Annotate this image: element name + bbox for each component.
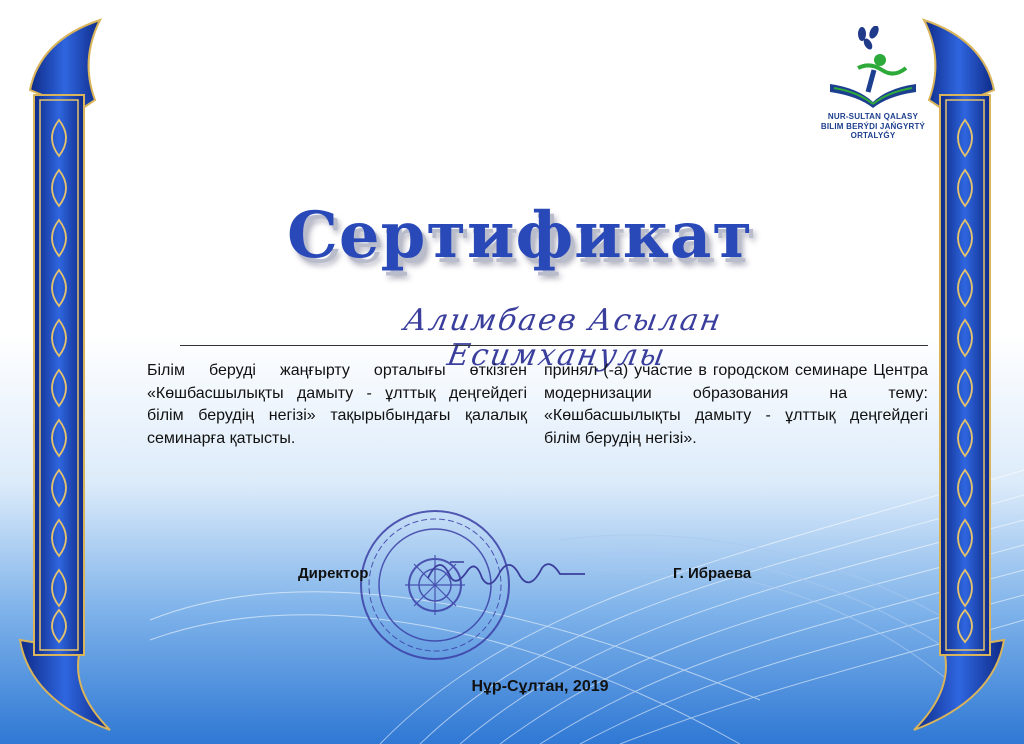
logo-text-line2: BILIM BERÝDI JAŃGYRTÝ ORTALYǴY (820, 122, 926, 140)
recipient-name-handwritten: Алимбаев Асылан Есимханулы (401, 303, 725, 373)
organization-logo (808, 26, 938, 140)
director-name: Г. Ибраева (673, 565, 752, 582)
director-signature (420, 548, 590, 598)
certificate-title: Сертификат (286, 198, 754, 273)
place-and-date: Нұр-Сұлтан, 2019 (471, 678, 609, 695)
logo-text-line1: NUR-SULTAN QALASY (827, 112, 919, 121)
body-text-kazakh: Білім беруді жаңғырту орталығы өткізген «Көшбасшылықты дамыту - ұлттық деңгейдегі білім берудің негізі» тақырыбындағы қалалық семинарға қатысты. (147, 362, 527, 447)
recipient-name-line (180, 345, 928, 346)
person-book-logo-icon (818, 26, 928, 111)
director-label: Директор (298, 565, 369, 582)
left-ornament-border (0, 0, 130, 744)
body-text-russian: принял (-а) участие в городском семинаре Центра модернизации образования на тему: «Көшбасшылықты дамыту - ұлттық деңгейдегі білім берудің негізі». (544, 362, 928, 447)
